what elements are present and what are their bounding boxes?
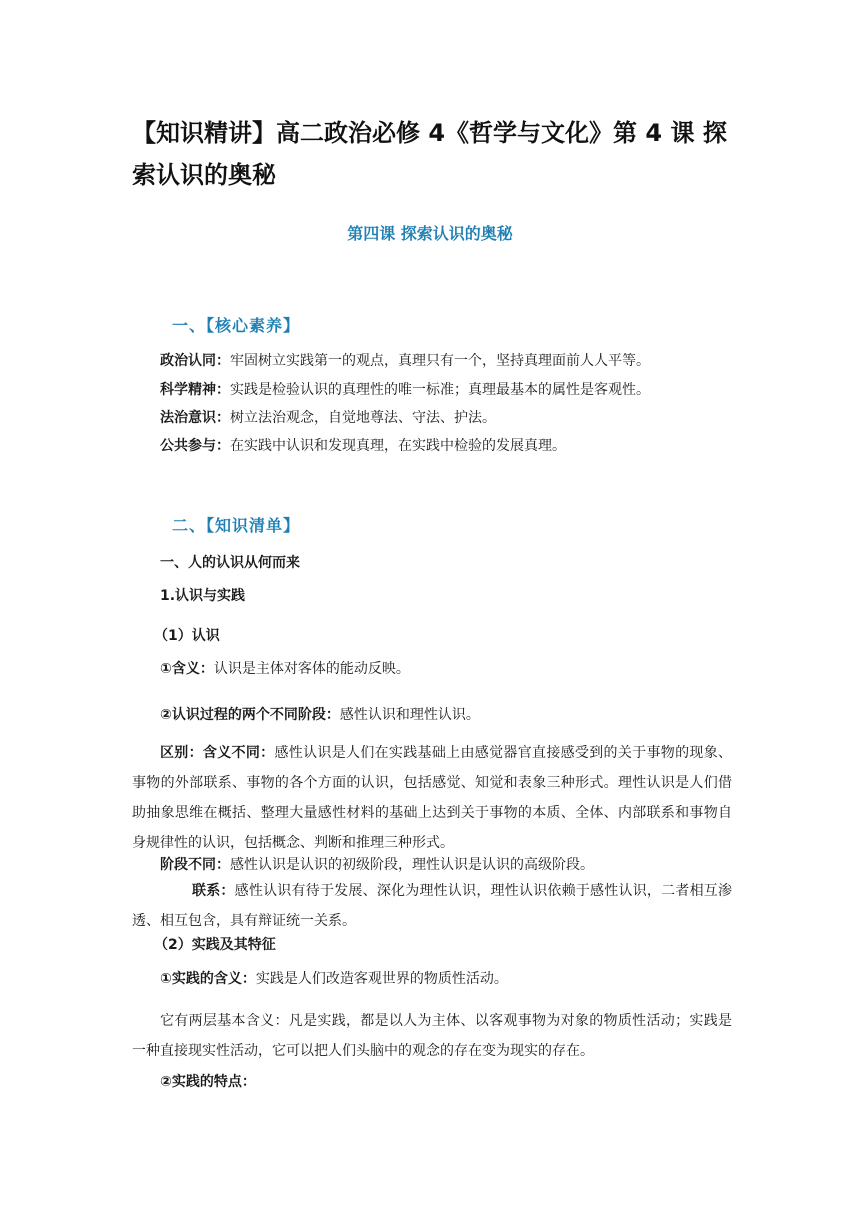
- practice-definition-text: 实践是人们改造客观世界的物质性活动。: [255, 971, 508, 987]
- subheading-knowledge: （1）认识: [154, 628, 220, 644]
- core-item-text: 树立法治观念，自觉地尊法、守法、护法。: [230, 410, 496, 426]
- lesson-heading: 第四课 探索认识的奥秘: [347, 224, 513, 243]
- phase-text: 感性认识是认识的初级阶段，理性认识是认识的高级阶段。: [230, 857, 594, 873]
- practice-features-label: ②实践的特点：: [160, 1074, 256, 1090]
- relation-label: 联系：: [192, 883, 235, 899]
- definition-text: 认识是主体对客体的能动反映。: [213, 661, 410, 677]
- relation-text: 感性认识有待于发展、深化为理性认识，理性认识依赖于感性认识，二者相互渗透、相互包含，具有辩证统一关系。: [132, 883, 733, 929]
- stages-line: [160, 705, 480, 725]
- core-item-text: 实践是检验认识的真理性的唯一标准；真理最基本的属性是客观性。: [230, 382, 650, 398]
- phase-line: [160, 855, 594, 875]
- core-item-scientific-spirit: [160, 380, 650, 400]
- practice-definition-line: [160, 969, 508, 989]
- core-item-text: 在实践中认识和发现真理，在实践中检验的发展真理。: [230, 438, 566, 454]
- subheading-origin-of-knowledge: 一、人的认识从何而来: [160, 555, 300, 571]
- core-item-political-identity: [160, 351, 650, 371]
- core-item-label: 科学精神：: [160, 382, 230, 398]
- core-item-rule-of-law: [160, 408, 496, 428]
- core-item-public-participation: [160, 436, 566, 456]
- core-item-label: 政治认同：: [160, 353, 230, 369]
- phase-label: 阶段不同：: [160, 857, 230, 873]
- stages-text: 感性认识和理性认识。: [339, 707, 480, 723]
- core-item-label: 法治意识：: [160, 410, 230, 426]
- difference-label: 区别：含义不同：: [160, 745, 275, 761]
- core-item-label: 公共参与：: [160, 438, 230, 454]
- section-heading-knowledge-list: 二、【知识清单】: [172, 516, 301, 535]
- core-item-text: 牢固树立实践第一的观点，真理只有一个，坚持真理面前人人平等。: [230, 353, 650, 369]
- definition-label: ①含义：: [160, 661, 214, 677]
- practice-meaning-paragraph: 它有两层基本含义：凡是实践，都是以人为主体、以客观事物为对象的物质性活动；实践是一种直接现实性活动，它可以把人们头脑中的观念的存在变为现实的存在。: [132, 1013, 732, 1059]
- definition-line: [160, 659, 410, 679]
- stages-label: ②认识过程的两个不同阶段：: [160, 707, 340, 723]
- section-heading-core-literacy: 一、【核心素养】: [172, 316, 301, 335]
- relation-paragraph: [132, 876, 732, 936]
- difference-paragraph: [132, 738, 732, 858]
- difference-text: 感性认识是人们在实践基础上由感觉器官直接感受到的关于事物的现象、事物的外部联系、事物的各个方面的认识，包括感觉、知觉和表象三种形式。理性认识是人们借助抽象思维在概括、整理大量感性材料的基础上达到关于事物的本质、全体、内部联系和事物自身规律性的认识，包括概念、判断和推理三种形式。: [132, 745, 733, 851]
- subheading-practice-features: （2）实践及其特征: [154, 937, 276, 953]
- document-title: 【知识精讲】高二政治必修 4《哲学与文化》第 4 课 探索认识的奥秘: [132, 119, 727, 189]
- practice-definition-label: ①实践的含义：: [160, 971, 256, 987]
- subheading-knowledge-and-practice: 1.认识与实践: [160, 588, 246, 604]
